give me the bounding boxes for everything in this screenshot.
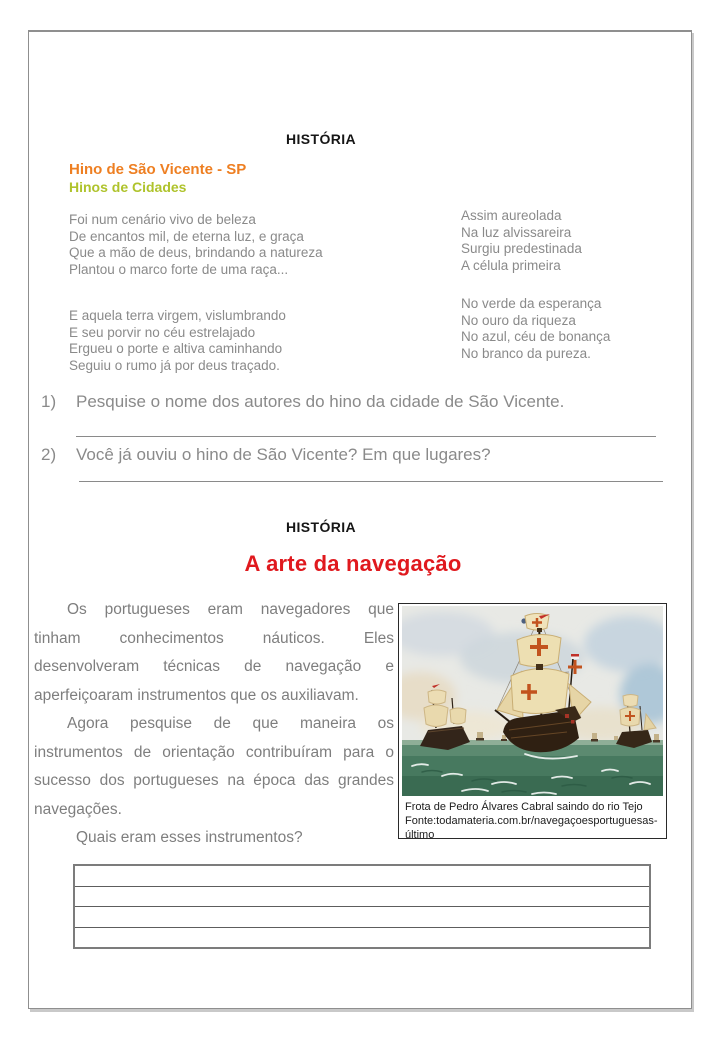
question-2-number: 2) [41,445,57,464]
verse-line: A célula primeira [461,257,561,273]
ships-painting [402,606,663,796]
answer-table [73,864,651,949]
paragraph-line: aperfeiçoaram instrumentos que os auxiliavam. [34,686,359,704]
paragraph-line: navegações. [34,800,122,818]
verse-line: Ergueu o porte e altiva caminhando [69,341,283,356]
subject-header-1: HISTÓRIA [285,131,357,147]
hymn-subtitle: Hinos de Cidades [69,179,187,195]
worksheet-page [28,30,692,1009]
question-2-text: Você já ouviu o hino de São Vicente? Em que lugares? [76,445,491,464]
verse-line: Assim aureolada [461,208,562,223]
question-1-number: 1) [41,392,57,411]
verse-line: Na luz alvissareira [461,224,572,240]
answer-blank-line-1 [76,436,656,437]
paragraph-line: sucesso dos portugueses na época das grandes [34,772,394,789]
verse-line: Surgiu predestinada [461,241,582,256]
paragraph-line: Quais eram esses instrumentos? [76,829,303,846]
paragraph-line: instrumentos de orientação contribuíram para o [34,743,394,761]
section-title: A arte da navegação [244,551,462,576]
fleet-image-box [398,603,667,839]
image-caption-line2: Fonte:todamateria.com.br/navegaçoesportuguesas-último [405,815,658,841]
answer-blank-line-2 [79,481,663,482]
answer-table-row [75,928,649,948]
paragraph-line: Os portugueses eram navegadores que [67,601,394,618]
image-caption [399,796,666,842]
paragraph-line: tinham conhecimentos náuticos. Eles [34,629,394,647]
hymn-verses-left [69,212,323,374]
question-1 [41,392,564,412]
image-caption-line1: Frota de Pedro Álvares Cabral saindo do rio Tejo [405,801,643,813]
paragraph-line: Agora pesquise de que maneira os [67,715,394,732]
subject-header-2: HISTÓRIA [285,519,357,535]
answer-table-row [75,866,649,887]
answer-table-row [75,887,649,908]
hymn-title: Hino de São Vicente - SP [69,161,247,178]
answer-table-row [75,907,649,928]
verse-line: Que a mão de deus, brindando a natureza [69,245,323,260]
verse-line: De encantos mil, de eterna luz, e graça [69,228,304,244]
verse-line: Plantou o marco forte de uma raça... [69,261,289,277]
verse-line: No ouro da riqueza [461,312,576,328]
question-1-text: Pesquise o nome dos autores do hino da cidade de São Vicente. [76,392,565,411]
verse-line: No azul, céu de bonança [461,329,611,344]
verse-line: No branco da pureza. [461,345,591,361]
verse-line: E seu porvir no céu estrelajado [69,324,256,340]
question-2 [41,445,491,465]
navigation-paragraphs [34,596,394,853]
verse-line: No verde da esperança [461,296,602,311]
verse-line: E aquela terra virgem, vislumbrando [69,308,286,323]
verse-line: Foi num cenário vivo de beleza [69,212,256,227]
hymn-verses-right [461,208,610,362]
verse-line: Seguiu o rumo já por deus traçado. [69,357,280,373]
paragraph-line: desenvolveram técnicas de navegação e [34,658,394,675]
